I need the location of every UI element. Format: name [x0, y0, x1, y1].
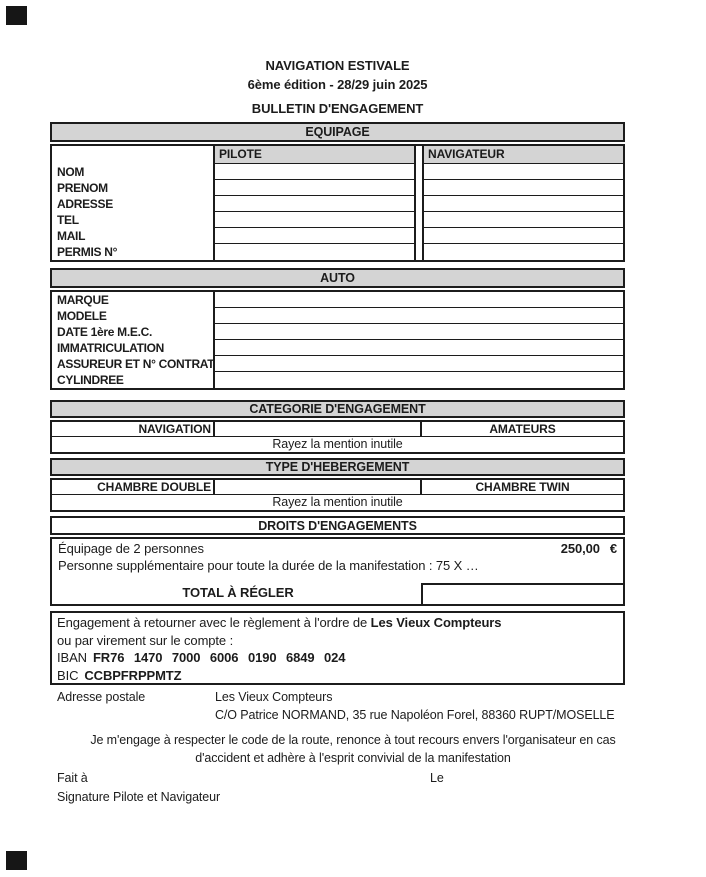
hebergement-table — [50, 478, 625, 512]
auto-section-header: AUTO — [50, 268, 625, 288]
droits-item-supplement: Personne supplémentaire pour toute la durée de la manifestation : 75 X … — [58, 558, 479, 573]
auto-cylindree-field[interactable] — [215, 372, 623, 388]
row-label-mail: MAIL — [57, 229, 86, 243]
le-label: Le — [430, 771, 444, 785]
row-label-date-mec: DATE 1ère M.E.C. — [57, 325, 153, 339]
engagement-pledge — [33, 731, 673, 767]
navigateur-permis-field[interactable] — [424, 244, 623, 260]
bic-value: CCBPFRPPMTZ — [84, 667, 182, 683]
pilote-tel-field[interactable] — [215, 212, 414, 228]
adresse-postale-label: Adresse postale — [57, 690, 146, 704]
adresse-line: C/O Patrice NORMAND, 35 rue Napoléon Forel, 88360 RUPT/MOSELLE — [215, 708, 615, 722]
form-title: BULLETIN D'ENGAGEMENT — [251, 101, 424, 116]
categorie-note: Rayez la mention inutile — [272, 437, 403, 451]
droits-item-equipage-label: Équipage de 2 personnes — [58, 541, 204, 556]
auto-label-column — [52, 292, 215, 388]
pilote-nom-field[interactable] — [215, 164, 414, 180]
row-label-permis: PERMIS N° — [57, 245, 118, 259]
navigateur-column — [424, 146, 623, 260]
row-label-prenom: PRENOM — [57, 181, 108, 195]
navigateur-mail-field[interactable] — [424, 228, 623, 244]
adresse-org: Les Vieux Compteurs — [215, 690, 333, 704]
navigateur-adresse-field[interactable] — [424, 196, 623, 212]
pilote-mail-field[interactable] — [215, 228, 414, 244]
paiement-line-bic — [57, 667, 618, 685]
auto-immatriculation-field[interactable] — [215, 340, 623, 356]
paiement-line-ordre — [57, 614, 618, 632]
paiement-payee: Les Vieux Compteurs — [370, 615, 502, 630]
event-title: NAVIGATION ESTIVALE — [265, 58, 410, 73]
pilote-prenom-field[interactable] — [215, 180, 414, 196]
pilote-column-header: PILOTE — [215, 146, 414, 164]
hebergement-options-row — [52, 480, 623, 495]
categorie-options-row — [52, 422, 623, 437]
hebergement-option-twin: CHAMBRE TWIN — [475, 480, 570, 494]
paiement-line-iban — [57, 649, 618, 667]
droits-section-header: DROITS D'ENGAGEMENTS — [50, 516, 625, 535]
equipage-section-header: EQUIPAGE — [50, 122, 625, 142]
paiement-ordre-text: Engagement à retourner avec le règlement à l'ordre de — [57, 615, 371, 630]
hebergement-spacer-cell — [215, 480, 422, 494]
iban-label: IBAN — [57, 650, 87, 665]
signature-label: Signature Pilote et Navigateur — [57, 790, 221, 804]
row-label-modele: MODELE — [57, 309, 107, 323]
column-divider-gap — [414, 146, 424, 260]
navigateur-column-header: NAVIGATEUR — [424, 146, 623, 164]
categorie-option-amateurs: AMATEURS — [489, 422, 556, 436]
categorie-spacer-cell — [215, 422, 422, 436]
row-label-assureur: ASSUREUR ET N° CONTRAT — [57, 357, 215, 371]
navigateur-tel-field[interactable] — [424, 212, 623, 228]
hebergement-option-double: CHAMBRE DOUBLE — [52, 480, 215, 494]
auto-table — [50, 290, 625, 390]
hebergement-section-header: TYPE D'HEBERGEMENT — [50, 458, 625, 476]
bic-label: BIC — [57, 667, 79, 683]
hebergement-note: Rayez la mention inutile — [272, 495, 403, 509]
auto-assureur-field[interactable] — [215, 356, 623, 372]
row-label-cylindree: CYLINDREE — [57, 373, 124, 387]
auto-marque-field[interactable] — [215, 292, 623, 308]
row-label-marque: MARQUE — [57, 293, 109, 307]
iban-value: FR76 1470 7000 6006 0190 6849 024 — [92, 650, 346, 665]
categorie-table — [50, 420, 625, 454]
droits-item-equipage-amount: 250,00 — [560, 541, 600, 556]
categorie-section-header: CATEGORIE D'ENGAGEMENT — [50, 400, 625, 418]
droits-table — [50, 537, 625, 606]
title-block — [50, 58, 625, 116]
navigateur-nom-field[interactable] — [424, 164, 623, 180]
auto-input-column — [215, 292, 623, 388]
paiement-box — [50, 611, 625, 685]
euro-symbol: € — [609, 541, 617, 556]
total-a-regler-label: TOTAL À RÉGLER — [182, 585, 294, 600]
row-label-tel: TEL — [57, 213, 79, 227]
row-label-nom: NOM — [57, 165, 85, 179]
total-a-regler-field[interactable] — [421, 583, 625, 606]
scan-mark-bottom-left — [6, 851, 27, 870]
auto-modele-field[interactable] — [215, 308, 623, 324]
pilote-permis-field[interactable] — [215, 244, 414, 260]
pilote-column — [215, 146, 414, 260]
equipage-table — [50, 144, 625, 262]
equipage-label-column — [52, 146, 215, 260]
row-label-immatriculation: IMMATRICULATION — [57, 341, 165, 355]
navigateur-prenom-field[interactable] — [424, 180, 623, 196]
pilote-adresse-field[interactable] — [215, 196, 414, 212]
scan-mark-top-left — [6, 6, 27, 25]
paiement-line-virement: ou par virement sur le compte : — [57, 632, 234, 648]
row-label-adresse: ADRESSE — [57, 197, 113, 211]
categorie-option-navigation: NAVIGATION — [52, 422, 215, 436]
fait-a-label: Fait à — [57, 771, 88, 785]
droits-item-equipage — [58, 541, 617, 558]
event-edition: 6ème édition - 28/29 juin 2025 — [247, 77, 428, 92]
pledge-line-1: Je m'engage à respecter le code de la route, renonce à tout recours envers l'organisateur en cas — [90, 733, 616, 747]
pledge-line-2: d'accident et adhère à l'esprit convivial de la manifestation — [195, 751, 511, 765]
auto-date-mec-field[interactable] — [215, 324, 623, 340]
